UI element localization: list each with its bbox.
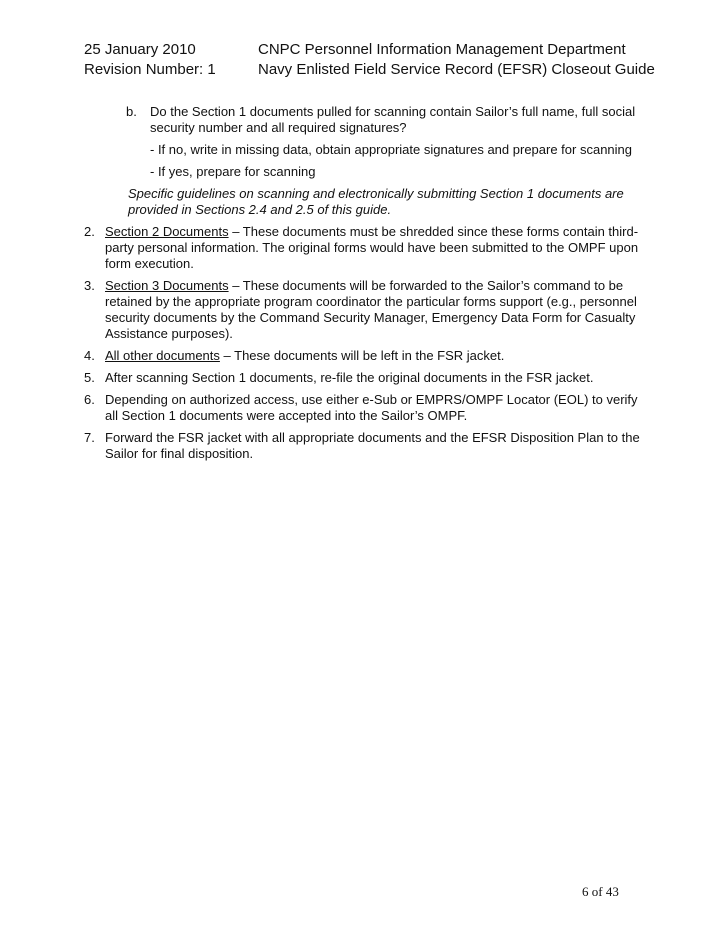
list-item-6 [84, 392, 644, 424]
header-department: CNPC Personnel Information Management Department [258, 41, 626, 58]
header-row-1 [84, 40, 684, 60]
subitem-if-yes: - If yes, prepare for scanning [150, 164, 316, 179]
list-item-body: – These documents will be left in the FSR jacket. [219, 348, 505, 363]
list-item-text [105, 348, 644, 364]
list-item-title: Section 3 Documents [105, 278, 229, 293]
page-number: 6 of 43 [582, 884, 619, 899]
list-item-body: Forward the FSR jacket with all appropriate documents and the EFSR Disposition Plan to the Sailor for final disposition. [105, 430, 640, 461]
page-header [84, 40, 684, 80]
list-item-body: Depending on authorized access, use either e-Sub or EMPRS/OMPF Locator (EOL) to verify all Section 1 documents were accepted into the Sailor’s OMPF. [105, 392, 638, 423]
list-item-body: After scanning Section 1 documents, re-file the original documents in the FSR jacket. [105, 370, 594, 385]
scanning-guidelines-note: Specific guidelines on scanning and electronically submitting Section 1 documents are provided in Sections 2.4 and 2.5 of this guide. [128, 186, 624, 217]
list-item-body: – These documents must be shredded since these forms contain third-party personal information. The original forms would have been submitted to the OMPF upon form execution. [105, 224, 639, 271]
list-subitem-b [126, 104, 644, 136]
header-date: 25 January 2010 [84, 41, 196, 58]
subitem-marker: b. [126, 104, 137, 119]
list-item-text [105, 224, 644, 272]
list-item-text [105, 278, 644, 342]
list-item-title: Section 2 Documents [105, 224, 229, 239]
list-item-4 [84, 348, 644, 364]
list-item-2 [84, 224, 644, 272]
header-guide-title: Navy Enlisted Field Service Record (EFSR) Closeout Guide [258, 61, 655, 78]
page-content [84, 104, 644, 462]
list-item-number: 6. [84, 392, 95, 407]
list-item-number: 5. [84, 370, 95, 385]
list-item-5 [84, 370, 644, 386]
list-item-body: – These documents will be forwarded to the Sailor’s command to be retained by the appropriate program coordinator the particular forms support (e.g., personnel security documents by the Command Security Manager, Emergency Data Form for Casualty Assistance purposes). [105, 278, 637, 341]
header-row-2 [84, 60, 684, 80]
list-item-3 [84, 278, 644, 342]
subitem-text: Do the Section 1 documents pulled for scanning contain Sailor’s full name, full social security number and all required signatures? [150, 104, 636, 135]
subitem-if-no: - If no, write in missing data, obtain appropriate signatures and prepare for scanning [150, 142, 632, 157]
list-item-number: 3. [84, 278, 95, 293]
list-item-number: 2. [84, 224, 95, 239]
header-revision: Revision Number: 1 [84, 61, 216, 78]
list-item-number: 4. [84, 348, 95, 363]
list-item-7 [84, 430, 644, 462]
list-item-number: 7. [84, 430, 95, 445]
list-item-title: All other documents [105, 348, 220, 363]
